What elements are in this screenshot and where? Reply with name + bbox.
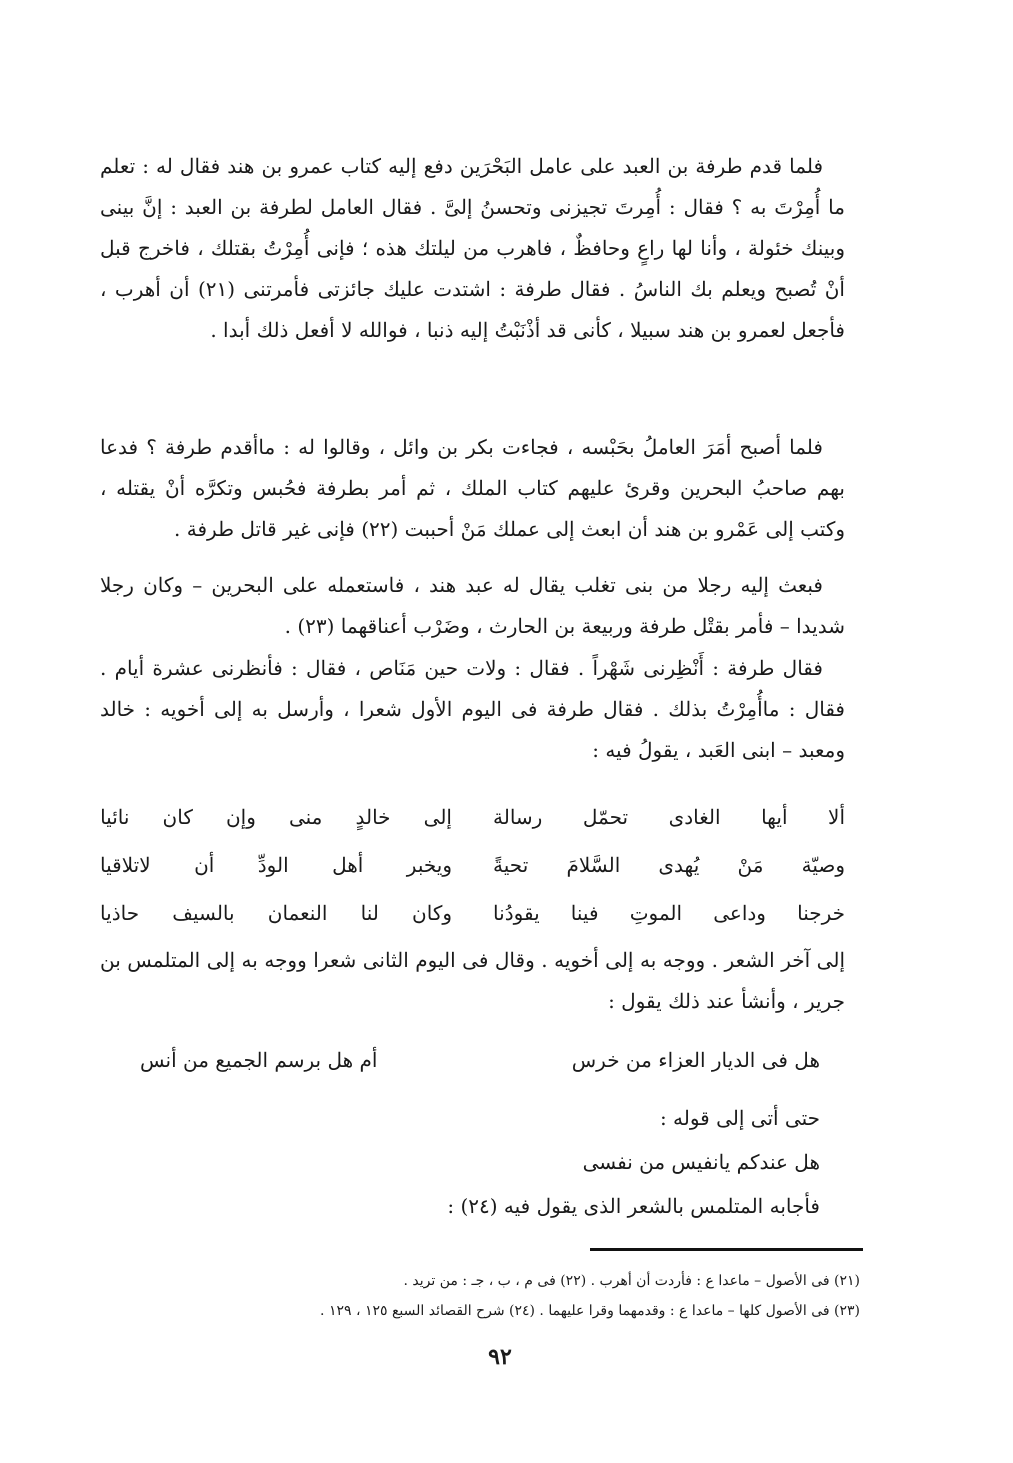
verse-first-hemistich bbox=[493, 793, 845, 841]
paragraph-5 bbox=[100, 940, 845, 1022]
paragraph-5-text: إلى آخر الشعر . ووجه به إلى أخويه . وقال فى اليوم الثانى شعرا ووجه به إلى المتلمس بن جرير ، وأنشأ عند ذلك يقول : bbox=[100, 948, 845, 1013]
verse-word: كان bbox=[162, 805, 193, 829]
verse-word: لنا bbox=[360, 901, 379, 925]
verse-word: بالسيف bbox=[172, 901, 235, 925]
page-number: ٩٢ bbox=[488, 1344, 512, 1370]
footnote-line-1: (٢١) فى الأصول – ماعدا ع : فأردت أن أهرب . (٢٢) فى م ، ب ، جـ : من تريد . bbox=[403, 1273, 860, 1289]
poem-1-verse-3 bbox=[100, 889, 845, 937]
verse-word: خالدٍ bbox=[355, 805, 391, 829]
poem-2-verse bbox=[140, 1040, 820, 1080]
verse-word: الودِّ bbox=[257, 853, 289, 877]
verse-word: وصيّة bbox=[801, 853, 845, 877]
verse-word: فينا bbox=[570, 901, 599, 925]
footnotes bbox=[140, 1266, 860, 1326]
poem-1-verse-1 bbox=[100, 793, 845, 841]
verse-word: وإن bbox=[225, 805, 256, 829]
verse-word: الموتِ bbox=[629, 901, 683, 925]
verse-word: إلى bbox=[423, 805, 452, 829]
verse-word: رسالة bbox=[493, 805, 543, 829]
paragraph-2-text: فلما أصبح أمَرَ العاملُ بحَبْسه ، فجاءت بكر بن وائل ، وقالوا له : ماأقدم طرفة ؟ فدعا بهم صاحبُ البحرين وقرئ عليهم كتاب الملك ، ثم أمر بطرفة فحُبس وتكرَّه أنْ يقتله ، وكتب إلى عَمْرو بن هند أن ابعث إلى عملك مَنْ أحببت (٢٢) فإنى غير قاتل طرفة . bbox=[100, 435, 845, 541]
verse-word: لاتلاقيا bbox=[100, 853, 151, 877]
poem-1 bbox=[100, 793, 845, 937]
verse-word: أهل bbox=[332, 853, 364, 877]
paragraph-1-text: فلما قدم طرفة بن العبد على عامل البَحْرَين دفع إليه كتاب عمرو بن هند فقال له : تعلم ما أُمِرْتَ به ؟ فقال : أُمِرتَ تجيزنى وتحسنُ إلىَّ . فقال العامل لطرفة بن العبد : إنَّ بينى وبينك خئولة ، وأنا لها راعٍ وحافظٌ ، فاهرب من ليلتك هذه ؛ فإنى أُمِرْتُ بقتلك ، فاخرج قبل أنْ تُصبح ويعلم بك الناسُ . فقال طرفة : اشتدت عليك جائزتى فأمرتنى (٢١) أن أهرب ، فأجعل لعمرو بن هند سبيلا ، كأنى قد أذْنَبْتُ إليه ذنبا ، فوالله لا أفعل ذلك أبدا . bbox=[100, 154, 845, 342]
verse-word: يقودُنا bbox=[493, 901, 540, 925]
verse-word: ويخبر bbox=[406, 853, 452, 877]
verse-word: وداعى bbox=[713, 901, 766, 925]
line-answer: فأجابه المتلمس بالشعر الذى يقول فيه (٢٤) : bbox=[447, 1194, 820, 1218]
verse-word: الغادى bbox=[668, 805, 721, 829]
verse-word: السَّلامَ bbox=[566, 853, 621, 877]
line-until: حتى أتى إلى قوله : bbox=[659, 1106, 820, 1130]
verse-word: حاذيا bbox=[100, 901, 140, 925]
paragraph-4 bbox=[100, 648, 845, 771]
verse-word: يُهدى bbox=[658, 853, 700, 877]
verse-word: تحيةً bbox=[493, 853, 529, 877]
footnote-line-2: (٢٣) فى الأصول كلها – ماعدا ع : وقدمهما وقرا عليهما . (٢٤) شرح القصائد السبع ١٢٥ ، ١٢٩ . bbox=[320, 1303, 860, 1319]
verse-word: مَنْ bbox=[737, 853, 764, 877]
footnote-divider bbox=[590, 1248, 863, 1251]
verse-word: النعمان bbox=[267, 901, 328, 925]
verse-second-hemistich bbox=[100, 841, 452, 889]
closing-lines bbox=[300, 1096, 820, 1228]
verse-word: تحمّل bbox=[582, 805, 629, 829]
verse-word: وكان bbox=[412, 901, 452, 925]
poem-1-verse-2 bbox=[100, 841, 845, 889]
verse-word: أن bbox=[194, 853, 215, 877]
verse-word: أيها bbox=[761, 805, 788, 829]
verse-word: نائيا bbox=[100, 805, 130, 829]
paragraph-4-text: فقال طرفة : أَنْظِرنى شَهْراً . فقال : ولات حين مَنَاص ، فقال : فأنظرنى عشرة أيام . فقال : ماأُمِرْتُ بذلك . فقال طرفة فى اليوم الأول شعرا ، وأرسل به إلى أخويه : خالد ومعبد – ابنى العَبد ، يقولُ فيه : bbox=[100, 656, 845, 762]
paragraph-3 bbox=[100, 565, 845, 647]
verse-first-hemistich bbox=[493, 841, 845, 889]
verse-word: خرجنا bbox=[797, 901, 845, 925]
paragraph-1 bbox=[100, 146, 845, 351]
paragraph-2 bbox=[100, 427, 845, 550]
poem-2-second-hemistich: أم هل برسم الجميع من أنس bbox=[140, 1048, 378, 1072]
verse-second-hemistich bbox=[100, 889, 452, 937]
verse-second-hemistich bbox=[100, 793, 452, 841]
line-verse: هل عندكم يانفيس من نفسى bbox=[582, 1150, 820, 1174]
verse-first-hemistich bbox=[493, 889, 845, 937]
verse-word: منى bbox=[288, 805, 323, 829]
poem-2-first-hemistich: هل فى الديار العزاء من خرس bbox=[571, 1048, 820, 1072]
verse-word: ألا bbox=[828, 805, 845, 829]
paragraph-3-text: فبعث إليه رجلا من بنى تغلب يقال له عبد هند ، فاستعمله على البحرين – وكان رجلا شديدا – فأمر بقتْل طرفة وربيعة بن الحارث ، وضَرْب أعناقهما (٢٣) . bbox=[100, 573, 845, 638]
